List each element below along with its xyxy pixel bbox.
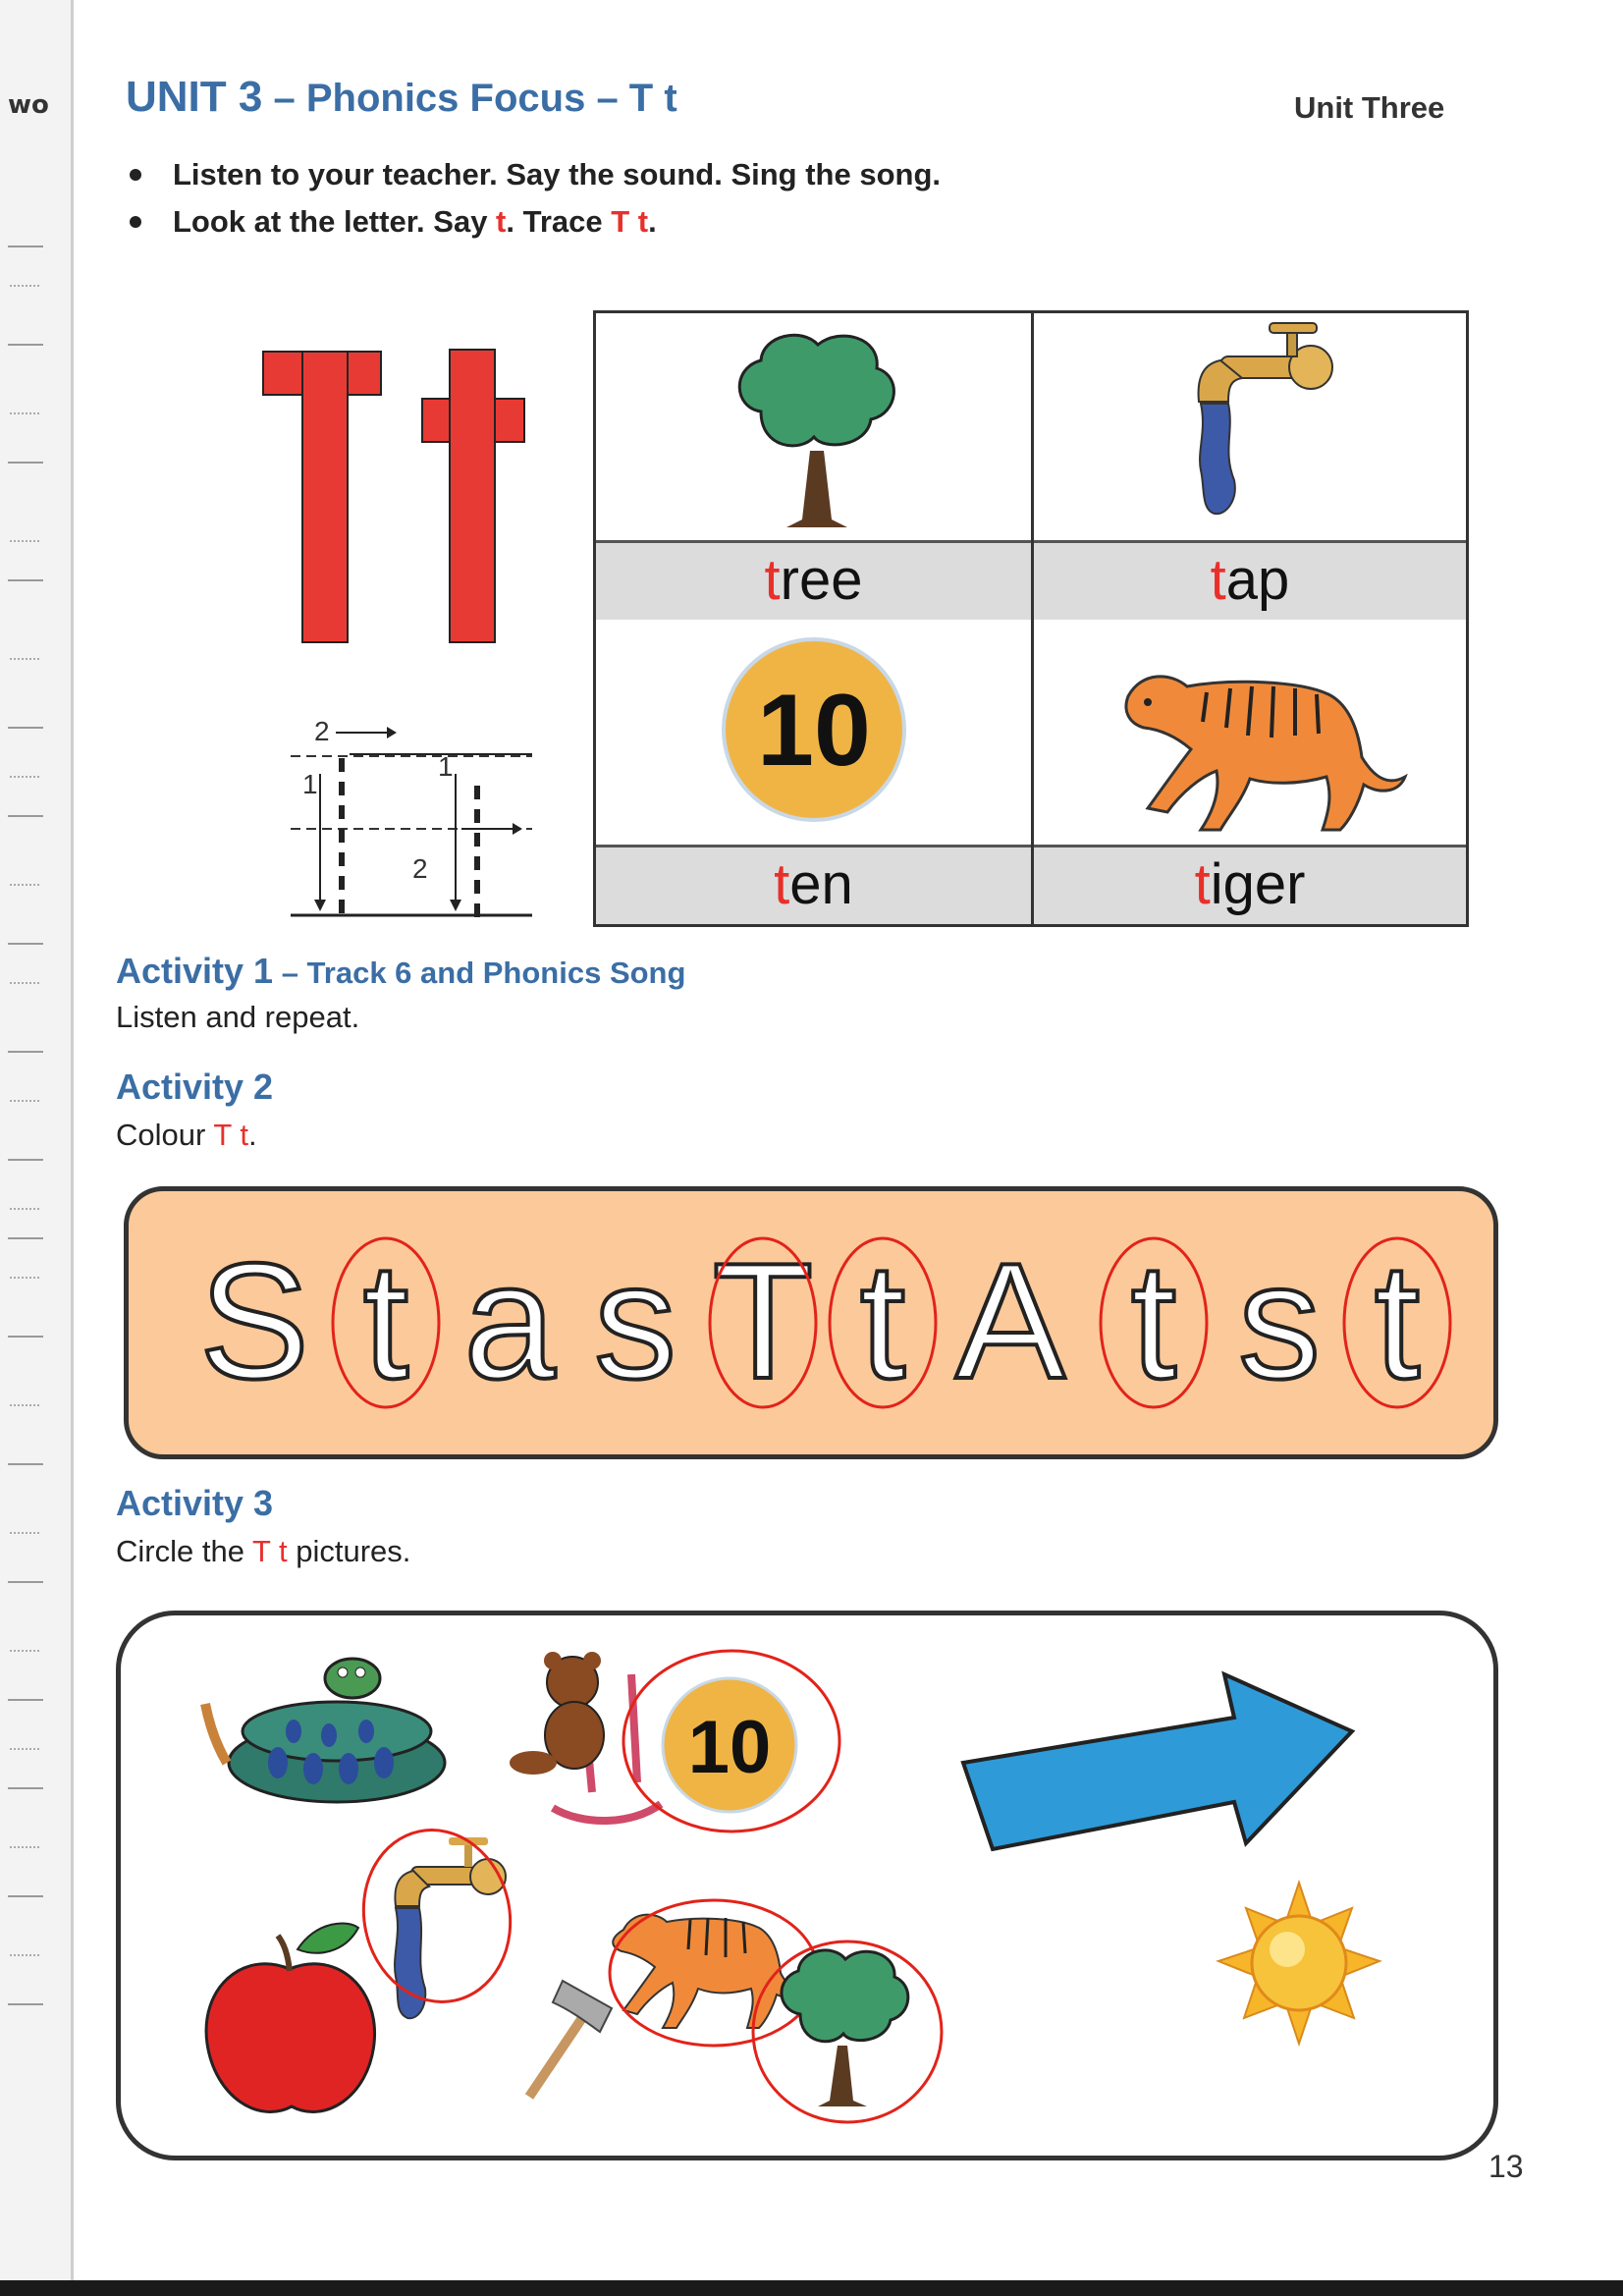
grid-cell-ten [596,620,1034,924]
tree-icon [596,313,1034,543]
grid-cell-tree [596,313,1034,620]
margin-rule-line [10,412,39,414]
letters-row [129,1191,1493,1454]
margin-rule-line [10,1100,39,1102]
margin-rule-line [8,246,43,247]
letters-colouring-box [124,1186,1498,1459]
instruction-2-text-c: . [648,204,657,239]
snake-icon [205,1659,445,1802]
margin-rule-line [8,1051,43,1053]
picture-circle-tap [348,1817,525,2016]
trace-stroke-2-top: 2 [314,716,330,746]
grid-cell-tap [1034,313,1466,620]
letter-4[interactable]: T [712,1229,814,1413]
margin-rule-line [10,1954,39,1956]
scan-bottom-edge [0,2280,1623,2296]
margin-rule-line [10,1846,39,1848]
instruction-2-letters: T t [611,204,649,239]
letter-7[interactable]: t [1130,1229,1177,1413]
margin-rule-line [8,1699,43,1701]
letter-9[interactable]: t [1374,1229,1421,1413]
margin-rule-line [8,1336,43,1338]
letter-5[interactable]: t [859,1229,906,1413]
sun-icon [1218,1883,1380,2044]
pictures-area [121,1615,1493,2156]
unit-focus: – Phonics Focus – T t [262,77,677,120]
letter-0[interactable]: S [198,1229,310,1413]
letter-6[interactable]: A [954,1229,1066,1413]
word-label-tiger: tiger [1034,845,1466,924]
trace-guide [281,715,536,921]
activity-1-text: Listen and repeat. [116,1000,360,1034]
letter-3[interactable]: s [594,1229,676,1413]
instruction-2 [173,204,941,240]
tap-icon [1034,313,1466,543]
ten-number: 10 [757,674,871,788]
axe-icon [529,1981,612,2097]
instruction-1 [173,157,941,192]
instruction-1-text: Listen to your teacher. Say the sound. Sing the song. [173,157,942,191]
margin-rule-line [8,344,43,346]
tree-icon [753,1941,942,2122]
letter-2[interactable]: a [463,1229,556,1413]
margin-rule-line [10,1208,39,1210]
word-picture-grid [593,310,1469,927]
margin-rule-line [10,1277,39,1279]
margin-tab-text: wo [8,90,49,120]
margin-rule-line [10,285,39,287]
instruction-2-text-b: . Trace [506,204,612,239]
ten-icon [596,620,1034,847]
activity-2-title: Activity 2 [116,1066,274,1107]
trace-stroke-1-right: 1 [438,751,454,782]
unit-title [126,73,677,122]
big-letters-tt [257,344,542,648]
margin-rule-line [8,579,43,581]
margin-rule-line [8,1237,43,1239]
margin-rule-line [10,1532,39,1534]
trace-stroke-2-bottom: 2 [412,853,428,884]
margin-rule-line [10,658,39,660]
margin-rule-line [8,1159,43,1161]
margin-rule-line [8,1787,43,1789]
page-number: 13 [1488,2149,1524,2184]
margin-rule-line [10,1650,39,1652]
word-label-ten: ten [596,845,1031,924]
margin-rule-line [10,982,39,984]
margin-rule-line [8,1581,43,1583]
margin-rule-line [10,1748,39,1750]
margin-rule-line [10,776,39,778]
arrow-icon [700,1674,1360,1881]
unit-name-label: Unit Three [1294,90,1445,125]
activity-3-text: Circle the T t pictures. [116,1534,411,1568]
instruction-2-letter: t [496,204,507,239]
margin-rule-line [10,1404,39,1406]
tiger-icon [1034,620,1466,847]
margin-rule-line [10,884,39,886]
margin-rule-line [8,943,43,945]
margin-rule-line [10,540,39,542]
letter-1[interactable]: t [362,1229,409,1413]
instruction-list [173,157,941,251]
trace-stroke-1-left: 1 [302,769,318,799]
margin-rule-line [8,2003,43,2005]
bear-rocking-chair-icon [510,1652,661,1821]
instruction-2-text-a: Look at the letter. Say [173,204,497,239]
tiger-icon [610,1900,818,2046]
word-label-tap: tap [1034,540,1466,620]
word-label-tree: tree [596,540,1031,620]
margin-rule-line [8,815,43,817]
tap-icon [348,1817,525,2019]
unit-number: UNIT 3 [126,73,263,121]
margin-rule-line [8,462,43,464]
ten-icon [623,1651,839,1831]
margin-rule-line [8,727,43,729]
grid-cell-tiger [1034,620,1466,924]
activity-2-text: Colour T t. [116,1118,257,1152]
margin-rule-line [8,1895,43,1897]
activity-3-title: Activity 3 [116,1483,274,1523]
apple-icon [206,1923,374,2111]
circle-pictures-box [116,1611,1498,2160]
ten-picture-number: 10 [687,1706,772,1789]
margin-rule-line [8,1463,43,1465]
activity-1-title: Activity 1 – Track 6 and Phonics Song [116,951,686,991]
letter-8[interactable]: s [1238,1229,1321,1413]
